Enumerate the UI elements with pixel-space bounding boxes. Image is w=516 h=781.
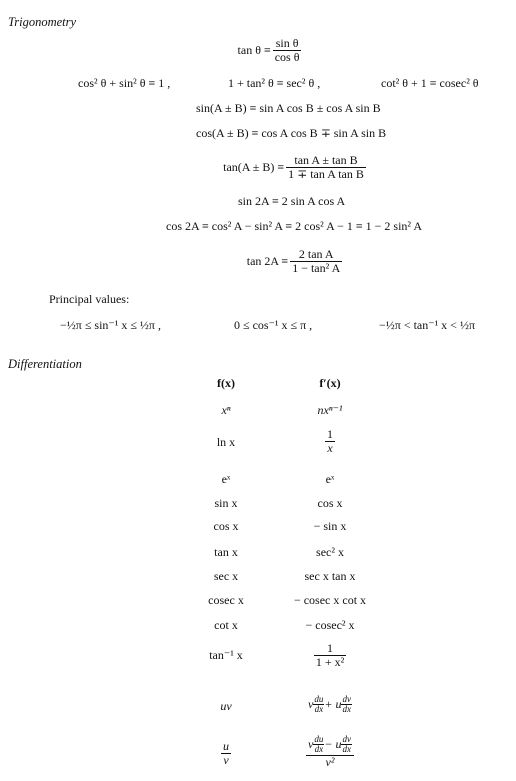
tan-double-angle-denominator: 1 − tan² A <box>292 260 341 275</box>
derivative-numerator: 1 <box>327 426 333 441</box>
product-rule-v: v <box>308 697 314 711</box>
table-cell-f-prime: − cosec² x <box>305 618 355 632</box>
derivative-fraction <box>314 642 346 669</box>
table-cell-f: sec x <box>213 569 239 583</box>
product-rule-dv-dx <box>341 695 352 714</box>
trigonometry-heading: Trigonometry <box>8 15 77 29</box>
table-cell-f: uv <box>220 699 232 713</box>
table-cell-f: sin x <box>214 496 238 510</box>
tan-identity-numerator: sin θ <box>273 37 302 51</box>
tan-double-angle-lhs: tan 2A ≡ <box>246 254 289 268</box>
table-cell-f-prime <box>290 424 370 458</box>
table-cell-f-prime <box>290 638 370 672</box>
quotient-rule-denominator: v² <box>325 755 335 769</box>
quotient-rule-v: v <box>308 737 314 751</box>
table-cell-f-prime: sec² x <box>316 545 344 559</box>
table-cell-f: ln x <box>216 435 236 449</box>
quotient-rule-dx: dx <box>314 744 324 754</box>
quotient-rule-dx: dx <box>342 744 351 754</box>
derivative-numerator: 1 <box>314 642 346 656</box>
tan-sum-formula <box>210 150 380 184</box>
product-rule-plus-u: + u <box>324 697 342 711</box>
product-rule-du-dx <box>313 695 324 714</box>
quotient-rule-minus-u: − u <box>324 737 342 751</box>
table-cell-f: cos x <box>213 519 239 533</box>
table-cell-f <box>186 736 266 770</box>
pythagorean-identity-2: 1 + tan² θ ≡ sec² θ , <box>228 76 321 90</box>
tan-identity-fraction <box>273 37 302 64</box>
pythagorean-identity-1: cos² θ + sin² θ ≡ 1 , <box>78 76 171 90</box>
table-cell-f-prime: sec x tan x <box>304 569 356 583</box>
product-rule-dx: dx <box>314 703 324 714</box>
tan-sum-denominator: 1 ∓ tan A tan B <box>288 166 364 181</box>
column-header-f-prime: f′(x) <box>319 376 341 390</box>
table-cell-f: eˣ <box>221 472 231 486</box>
quotient-rule-derivative <box>275 726 385 778</box>
quotient-rule-fraction <box>306 735 354 769</box>
product-rule-dv: dv <box>342 693 351 704</box>
product-rule-derivative <box>280 688 380 720</box>
quotient-rule-dv-dx <box>341 735 352 754</box>
pythagorean-identity-3: cot² θ + 1 ≡ cosec² θ <box>381 76 479 90</box>
table-cell-f-prime: − cosec x cot x <box>293 593 367 607</box>
table-cell-f-prime: − sin x <box>313 519 347 533</box>
table-cell-f-prime: cos x <box>317 496 343 510</box>
principal-value-arctan: −½π < tan⁻¹ x < ½π <box>379 318 476 332</box>
quotient-numerator: u <box>223 738 229 753</box>
derivative-fraction <box>325 428 335 455</box>
tan-sum-lhs: tan(A ± B) ≡ <box>223 160 285 174</box>
sin-sum-formula: sin(A ± B) ≡ sin A cos B ± cos A sin B <box>196 101 381 115</box>
table-cell-f: cot x <box>214 618 238 632</box>
table-cell-f: cosec x <box>208 593 244 607</box>
principal-values-label: Principal values: <box>49 292 130 306</box>
quotient-rule-numerator <box>306 735 354 756</box>
quotient-rule-dv: dv <box>342 734 351 744</box>
quotient-denominator: v <box>223 752 229 767</box>
tan-double-angle <box>225 243 365 279</box>
table-cell-f: tan⁻¹ x <box>209 648 243 662</box>
derivative-denominator: 1 + x² <box>315 654 345 669</box>
cos-double-angle: cos 2A ≡ cos² A − sin² A ≡ 2 cos² A − 1 ≡ 1 − 2 sin² A <box>166 219 423 233</box>
tan-identity-lhs: tan θ ≡ <box>237 43 271 57</box>
column-header-f: f(x) <box>217 376 235 390</box>
tan-double-angle-fraction <box>290 248 342 275</box>
tan-identity <box>200 34 340 66</box>
tan-double-angle-numerator: 2 tan A <box>290 248 342 262</box>
principal-value-arcsin: −½π ≤ sin⁻¹ x ≤ ½π , <box>60 318 161 332</box>
table-cell-f-prime: nxⁿ⁻¹ <box>317 403 343 417</box>
principal-value-arccos: 0 ≤ cos⁻¹ x ≤ π , <box>234 318 313 332</box>
tan-sum-fraction <box>286 154 366 181</box>
derivative-denominator: x <box>327 440 333 455</box>
table-cell-f: xⁿ <box>221 403 231 417</box>
differentiation-heading: Differentiation <box>8 357 82 371</box>
quotient-rule-du-dx <box>313 735 324 754</box>
table-cell-f: tan x <box>214 545 238 559</box>
tan-identity-denominator: cos θ <box>274 49 300 64</box>
table-cell-f-prime: eˣ <box>325 472 335 486</box>
product-rule-du: du <box>314 693 324 704</box>
sin-double-angle: sin 2A ≡ 2 sin A cos A <box>238 194 346 208</box>
product-rule-dx: dx <box>342 703 351 714</box>
cos-sum-formula: cos(A ± B) ≡ cos A cos B ∓ sin A sin B <box>196 126 387 140</box>
tan-sum-numerator: tan A ± tan B <box>286 154 366 168</box>
quotient-fraction <box>221 740 231 767</box>
quotient-rule-du: du <box>314 734 324 744</box>
